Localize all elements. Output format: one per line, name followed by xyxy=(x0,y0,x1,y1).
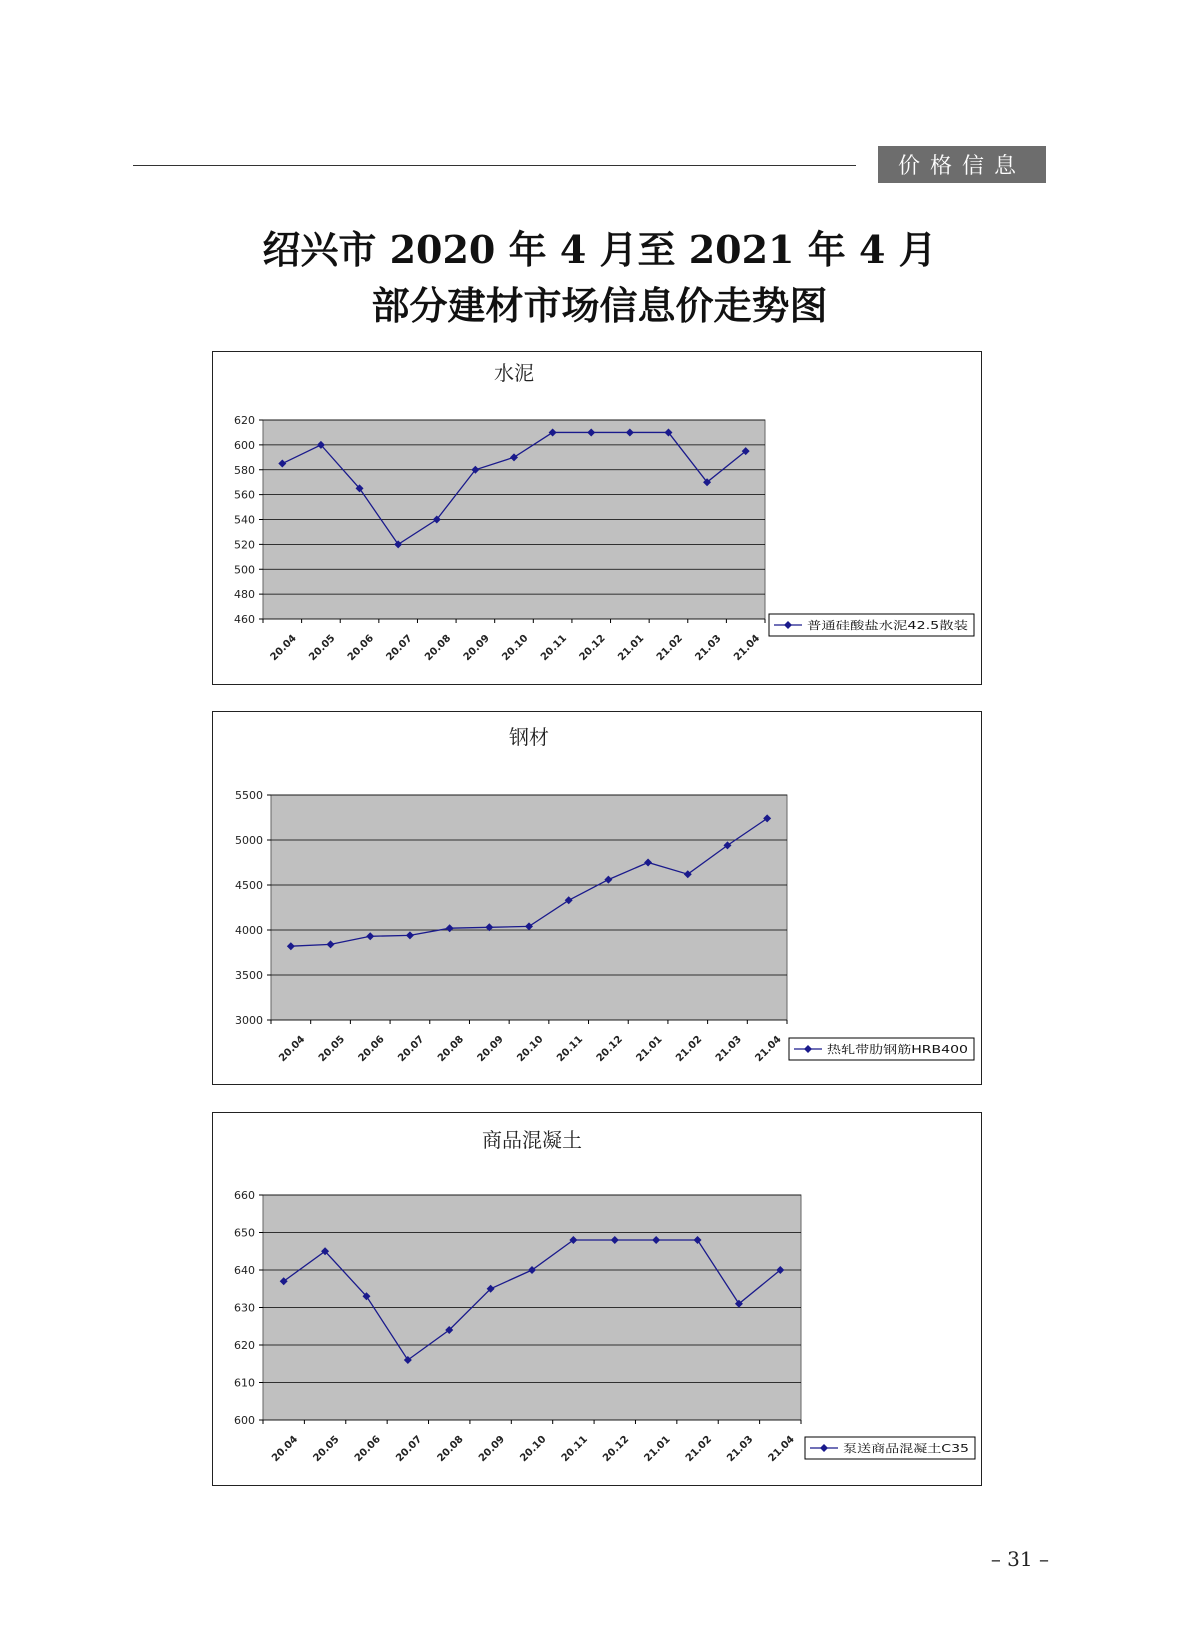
cement-chart xyxy=(212,351,982,685)
x-tick-label: 21.02 xyxy=(683,1433,715,1465)
x-tick-label: 21.02 xyxy=(654,632,685,664)
x-tick-label: 20.08 xyxy=(435,1033,467,1065)
x-tick-label: 20.04 xyxy=(270,1433,301,1465)
x-tick-label: 20.04 xyxy=(277,1033,308,1065)
x-tick-label: 20.12 xyxy=(577,632,608,664)
y-tick-label: 600 xyxy=(234,1414,255,1427)
x-tick-label: 21.01 xyxy=(616,632,647,664)
x-tick-label: 20.07 xyxy=(396,1033,427,1065)
x-tick-label: 20.12 xyxy=(594,1033,625,1065)
y-tick-label: 620 xyxy=(234,414,255,427)
x-tick-label: 20.05 xyxy=(316,1033,348,1065)
x-tick-label: 20.10 xyxy=(518,1433,549,1465)
x-tick-label: 20.10 xyxy=(515,1033,546,1065)
x-tick-label: 20.07 xyxy=(394,1433,425,1465)
x-tick-label: 20.06 xyxy=(356,1033,387,1065)
y-tick-label: 610 xyxy=(234,1376,255,1390)
y-tick-label: 500 xyxy=(234,563,255,577)
chart-title: 钢材 xyxy=(509,725,549,749)
y-tick-label: 460 xyxy=(234,613,255,626)
x-tick-label: 21.01 xyxy=(634,1033,665,1065)
x-tick-label: 20.04 xyxy=(268,632,299,664)
chart-svg xyxy=(213,1113,980,1484)
x-tick-label: 20.10 xyxy=(500,632,531,664)
legend-label: 泵送商品混凝土C35 xyxy=(843,1442,942,1455)
y-tick-label: 4500 xyxy=(235,879,263,892)
y-tick-label: 660 xyxy=(234,1189,255,1202)
x-tick-label: 21.03 xyxy=(693,632,724,664)
chart-title: 水泥 xyxy=(494,361,534,385)
y-tick-label: 5500 xyxy=(235,789,263,802)
x-tick-label: 20.11 xyxy=(555,1033,586,1065)
y-tick-label: 650 xyxy=(234,1226,255,1240)
y-tick-label: 4000 xyxy=(235,924,263,937)
legend-label: 热轧带肋钢筋HRB400 xyxy=(827,1043,938,1056)
x-tick-label: 21.04 xyxy=(732,632,763,664)
x-tick-label: 20.09 xyxy=(475,1033,506,1065)
y-tick-label: 5000 xyxy=(235,834,263,847)
chart-svg xyxy=(213,712,980,1083)
x-tick-label: 21.03 xyxy=(725,1433,756,1465)
x-tick-label: 20.12 xyxy=(601,1433,632,1465)
y-tick-label: 540 xyxy=(234,513,255,527)
x-tick-label: 20.06 xyxy=(352,1433,383,1465)
y-tick-label: 480 xyxy=(234,588,255,602)
x-tick-label: 20.08 xyxy=(423,632,454,664)
y-tick-label: 620 xyxy=(234,1339,255,1352)
x-tick-label: 21.01 xyxy=(642,1433,673,1465)
x-tick-label: 20.05 xyxy=(311,1433,342,1465)
y-tick-label: 580 xyxy=(234,463,255,477)
x-tick-label: 21.04 xyxy=(753,1033,784,1065)
page-title xyxy=(0,222,1199,334)
x-tick-label: 20.08 xyxy=(435,1433,466,1465)
y-tick-label: 600 xyxy=(234,438,255,452)
page-title-line1: 绍兴市 2020 年 4 月至 2021 年 4 月 xyxy=(262,227,937,272)
x-tick-label: 20.09 xyxy=(476,1433,508,1465)
concrete-chart xyxy=(212,1112,982,1486)
x-tick-label: 20.09 xyxy=(461,632,492,664)
page-title-line2: 部分建材市场信息价走势图 xyxy=(371,283,828,328)
page-number: – 31 – xyxy=(990,1547,1049,1571)
header-rule xyxy=(133,165,856,166)
y-tick-label: 3500 xyxy=(235,969,263,982)
x-tick-label: 21.02 xyxy=(674,1033,705,1065)
x-tick-label: 20.06 xyxy=(345,632,377,664)
steel-chart xyxy=(212,711,982,1085)
legend-label: 普通硅酸盐水泥42.5散装 xyxy=(807,619,931,632)
chart-svg xyxy=(213,352,980,683)
y-tick-label: 560 xyxy=(234,488,255,502)
y-tick-label: 640 xyxy=(234,1264,255,1277)
x-tick-label: 21.03 xyxy=(713,1033,744,1065)
plot-area xyxy=(271,795,787,1020)
section-tag: 价格信息 xyxy=(878,146,1046,183)
x-tick-label: 20.07 xyxy=(384,632,415,664)
x-tick-label: 20.11 xyxy=(538,632,570,664)
y-tick-label: 520 xyxy=(234,538,255,552)
chart-title: 商品混凝土 xyxy=(482,1128,582,1152)
y-tick-label: 630 xyxy=(234,1301,255,1315)
x-tick-label: 20.05 xyxy=(307,632,338,664)
x-tick-label: 20.11 xyxy=(559,1433,590,1465)
x-tick-label: 21.04 xyxy=(766,1433,797,1465)
y-tick-label: 3000 xyxy=(235,1014,263,1027)
